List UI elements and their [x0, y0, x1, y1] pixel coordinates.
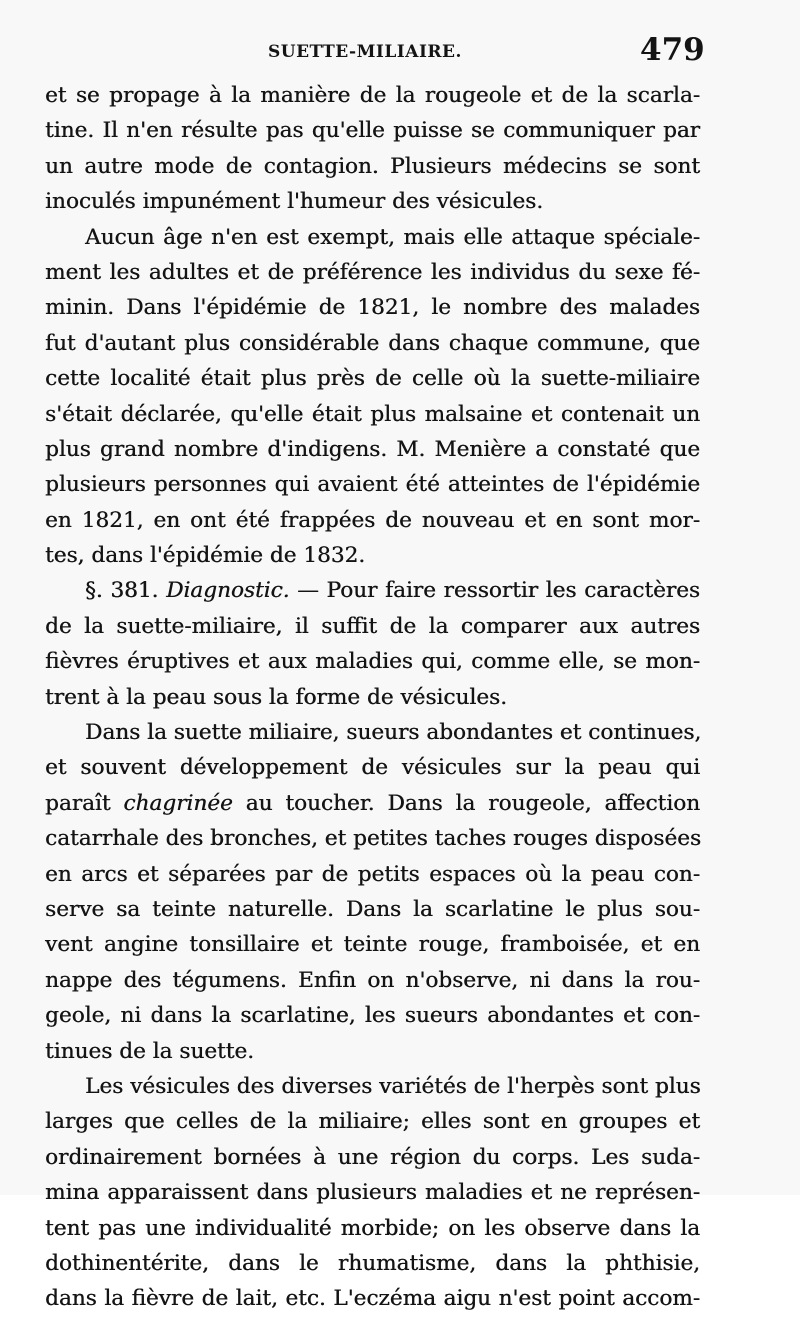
text-line: geole, ni dans la scarlatine, les sueurs abondantes et con-: [45, 1003, 700, 1029]
page-number: 479: [640, 32, 705, 68]
section-title: Diagnostic.: [166, 578, 290, 604]
text-line: nappe des tégumens. Enfin on n'observe, ni dans la rou-: [45, 967, 700, 993]
text-line: de la suette-miliaire, il suffit de la comparer aux autres: [45, 613, 700, 639]
text-line: Les vésicules des diverses variétés de l'herpès sont plus: [85, 1073, 701, 1099]
text-line: vent angine tonsillaire et teinte rouge, framboisée, et en: [45, 932, 700, 958]
body-text: [45, 78, 700, 1317]
text-line: fièvres éruptives et aux maladies qui, comme elle, se mon-: [45, 649, 700, 675]
text-line: plus grand nombre d'indigens. M. Menière a constaté que: [45, 436, 700, 462]
section-heading-line: [45, 573, 700, 608]
text-line: serve sa teinte naturelle. Dans la scarlatine le plus sou-: [45, 896, 700, 922]
text-fragment: au toucher. Dans la rougeole, affection: [232, 790, 701, 816]
text-line: dans la fièvre de lait, etc. L'eczéma aigu n'est point accom-: [45, 1286, 700, 1312]
text-line: s'était déclarée, qu'elle était plus malsaine et contenait un: [45, 401, 700, 427]
text-line: ment les adultes et de préférence les individus du sexe fé-: [45, 259, 700, 285]
text-line: dothinentérite, dans le rhumatisme, dans la phthisie,: [45, 1250, 700, 1276]
text-line: Aucun âge n'en est exempt, mais elle attaque spéciale-: [85, 224, 700, 250]
text-line-with-emphasis: [45, 786, 700, 821]
section-number: §. 381.: [85, 578, 167, 604]
text-line: en 1821, en ont été frappées de nouveau et en sont mor-: [45, 507, 700, 533]
text-line: catarrhale des bronches, et petites taches rouges disposées: [45, 826, 702, 852]
running-head: [0, 32, 800, 78]
text-line: tinues de la suette.: [45, 1038, 254, 1064]
text-line: et souvent développement de vésicules sur la peau qui: [45, 755, 700, 781]
text-line: plusieurs personnes qui avaient été atteintes de l'épidémie: [45, 472, 700, 498]
text-line: en arcs et séparées par de petits espaces où la peau con-: [45, 861, 700, 887]
text-fragment: paraît: [45, 790, 124, 816]
text-line: Dans la suette miliaire, sueurs abondantes et continues,: [85, 720, 702, 746]
text-line: cette localité était plus près de celle où la suette-miliaire: [45, 366, 700, 392]
text-line: fut d'autant plus considérable dans chaque commune, que: [45, 330, 700, 356]
text-line: tine. Il n'en résulte pas qu'elle puisse se communiquer par: [45, 118, 700, 144]
text-line: tes, dans l'épidémie de 1832.: [45, 543, 366, 569]
text-line: minin. Dans l'épidémie de 1821, le nombre des malades: [45, 295, 700, 321]
running-title: SUETTE-MILIAIRE.: [268, 42, 462, 62]
text-line: et se propage à la manière de la rougeole et de la scarla-: [45, 83, 700, 108]
text-line: larges que celles de la miliaire; elles sont en groupes et: [45, 1109, 700, 1135]
text-line: ordinairement bornées à une région du corps. Les suda-: [45, 1144, 700, 1170]
text-line: mina apparaissent dans plusieurs maladies et ne représen-: [45, 1180, 700, 1206]
text-line: trent à la peau sous la forme de vésicules.: [45, 684, 507, 710]
text-line: tent pas une individualité morbide; on les observe dans la: [45, 1215, 700, 1241]
text-line: inoculés impunément l'humeur des vésicules.: [45, 189, 544, 215]
text-line: un autre mode de contagion. Plusieurs médecins se sont: [45, 153, 700, 179]
section-lead: — Pour faire ressortir les caractères: [289, 578, 700, 604]
emphasized-word: chagrinée: [123, 790, 233, 816]
